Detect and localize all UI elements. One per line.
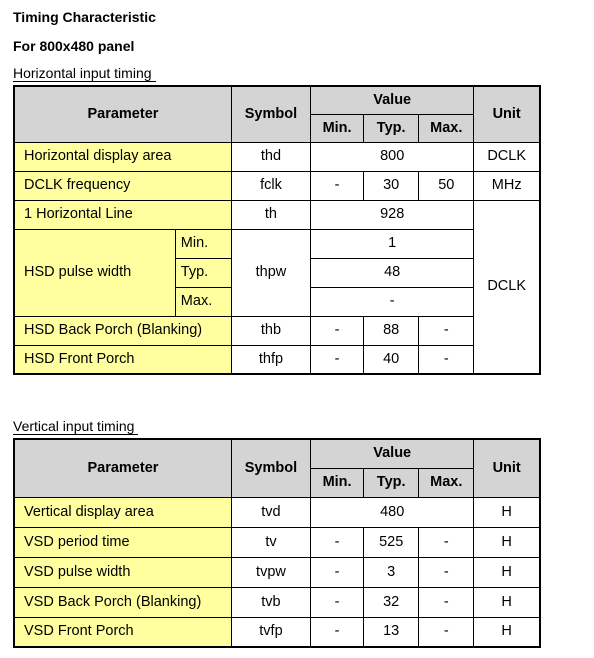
value-cell: 800: [311, 142, 474, 171]
header-unit: Unit: [474, 439, 540, 497]
typ-cell: 30: [364, 171, 419, 200]
unit-cell: H: [474, 617, 540, 647]
doc-title: Timing Characteristic: [13, 9, 156, 25]
max-cell: -: [419, 587, 474, 617]
symbol-cell: thb: [231, 316, 310, 345]
max-cell: -: [419, 345, 474, 374]
min-cell: -: [311, 587, 364, 617]
min-cell: -: [311, 316, 364, 345]
table-row: [14, 345, 540, 374]
symbol-cell: thpw: [231, 229, 310, 316]
group-unit-cell: DCLK: [474, 200, 540, 374]
param-cell: HSD pulse width: [14, 229, 175, 316]
header-symbol: Symbol: [231, 86, 310, 142]
param-cell: VSD period time: [14, 527, 231, 557]
header-parameter: Parameter: [14, 86, 231, 142]
doc-subtitle: For 800x480 panel: [13, 38, 135, 54]
param-cell: HSD Front Porch: [14, 345, 231, 374]
min-cell: -: [311, 617, 364, 647]
table-row: [14, 142, 540, 171]
unit-cell: DCLK: [474, 142, 540, 171]
param-cell: HSD Back Porch (Blanking): [14, 316, 231, 345]
max-cell: -: [419, 557, 474, 587]
unit-cell: H: [474, 557, 540, 587]
value-cell: 1: [311, 229, 474, 258]
sub-label-min: Min.: [175, 229, 231, 258]
header-symbol: Symbol: [231, 439, 310, 497]
param-cell: DCLK frequency: [14, 171, 231, 200]
header-min: Min.: [311, 114, 364, 142]
unit-cell: H: [474, 527, 540, 557]
table-row: [14, 617, 540, 647]
header-min: Min.: [311, 468, 364, 497]
symbol-cell: tv: [231, 527, 310, 557]
table-row: [14, 171, 540, 200]
vertical-timing-caption: Vertical input timing: [13, 418, 138, 435]
header-max: Max.: [419, 114, 474, 142]
max-cell: -: [419, 527, 474, 557]
max-cell: -: [419, 316, 474, 345]
max-cell: 50: [419, 171, 474, 200]
typ-cell: 40: [364, 345, 419, 374]
typ-cell: 525: [364, 527, 419, 557]
header-typ: Typ.: [364, 114, 419, 142]
min-cell: -: [311, 345, 364, 374]
param-cell: VSD Back Porch (Blanking): [14, 587, 231, 617]
header-parameter: Parameter: [14, 439, 231, 497]
param-cell: Horizontal display area: [14, 142, 231, 171]
value-cell: 48: [311, 258, 474, 287]
header-value: Value: [311, 439, 474, 468]
min-cell: -: [311, 557, 364, 587]
min-cell: -: [311, 527, 364, 557]
value-cell: 480: [311, 497, 474, 527]
max-cell: -: [419, 617, 474, 647]
symbol-cell: thd: [231, 142, 310, 171]
typ-cell: 88: [364, 316, 419, 345]
symbol-cell: fclk: [231, 171, 310, 200]
value-cell: -: [311, 287, 474, 316]
table-row: [14, 587, 540, 617]
symbol-cell: thfp: [231, 345, 310, 374]
header-unit: Unit: [474, 86, 540, 142]
param-cell: VSD Front Porch: [14, 617, 231, 647]
table-row: [14, 497, 540, 527]
param-cell: Vertical display area: [14, 497, 231, 527]
value-cell: 928: [311, 200, 474, 229]
header-max: Max.: [419, 468, 474, 497]
symbol-cell: tvfp: [231, 617, 310, 647]
typ-cell: 13: [364, 617, 419, 647]
vertical-timing-table: [13, 438, 541, 648]
unit-cell: MHz: [474, 171, 540, 200]
table-row: [14, 200, 540, 229]
table-row: [14, 557, 540, 587]
symbol-cell: tvd: [231, 497, 310, 527]
table-row: [14, 229, 540, 258]
table-row: [14, 316, 540, 345]
header-value: Value: [311, 86, 474, 114]
sub-label-max: Max.: [175, 287, 231, 316]
horizontal-timing-caption: Horizontal input timing: [13, 65, 156, 82]
symbol-cell: tvpw: [231, 557, 310, 587]
typ-cell: 3: [364, 557, 419, 587]
min-cell: -: [311, 171, 364, 200]
symbol-cell: tvb: [231, 587, 310, 617]
horizontal-timing-table: [13, 85, 541, 375]
unit-cell: H: [474, 497, 540, 527]
param-cell: 1 Horizontal Line: [14, 200, 231, 229]
table-row: [14, 527, 540, 557]
unit-cell: H: [474, 587, 540, 617]
symbol-cell: th: [231, 200, 310, 229]
sub-label-typ: Typ.: [175, 258, 231, 287]
param-cell: VSD pulse width: [14, 557, 231, 587]
header-typ: Typ.: [364, 468, 419, 497]
typ-cell: 32: [364, 587, 419, 617]
